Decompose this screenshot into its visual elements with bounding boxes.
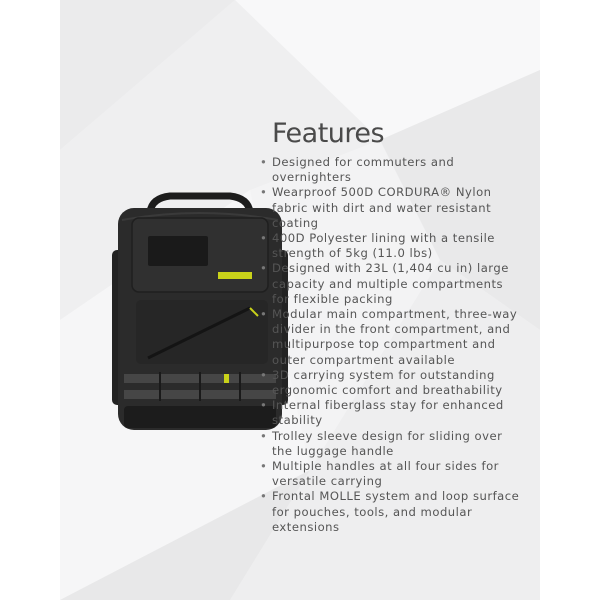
feature-item: • Modular main compartment, three-way divider in the front compartment, and multipurpose top compartment and outer compartment available — [260, 307, 522, 368]
features-heading: Features — [272, 118, 385, 149]
feature-item: • Multiple handles at all four sides for versatile carrying — [260, 459, 522, 489]
feature-item: • 400D Polyester lining with a tensile strength of 5kg (11.0 lbs) — [260, 231, 522, 261]
feature-item: • Designed with 23L (1,404 cu in) large capacity and multiple compartments for flexible packing — [260, 261, 522, 307]
feature-item: • Designed for commuters and overnighters — [260, 155, 522, 185]
feature-item: • Wearproof 500D CORDURA® Nylon fabric with dirt and water resistant coating — [260, 185, 522, 231]
features-list — [260, 155, 522, 535]
feature-sheet-page — [60, 0, 540, 600]
feature-item: • Frontal MOLLE system and loop surface for pouches, tools, and modular extensions — [260, 489, 522, 535]
feature-item: • Trolley sleeve design for sliding over the luggage handle — [260, 429, 522, 459]
feature-item: • 3D carrying system for outstanding ergonomic comfort and breathability — [260, 368, 522, 398]
feature-item: • Internal fiberglass stay for enhanced stability — [260, 398, 522, 428]
